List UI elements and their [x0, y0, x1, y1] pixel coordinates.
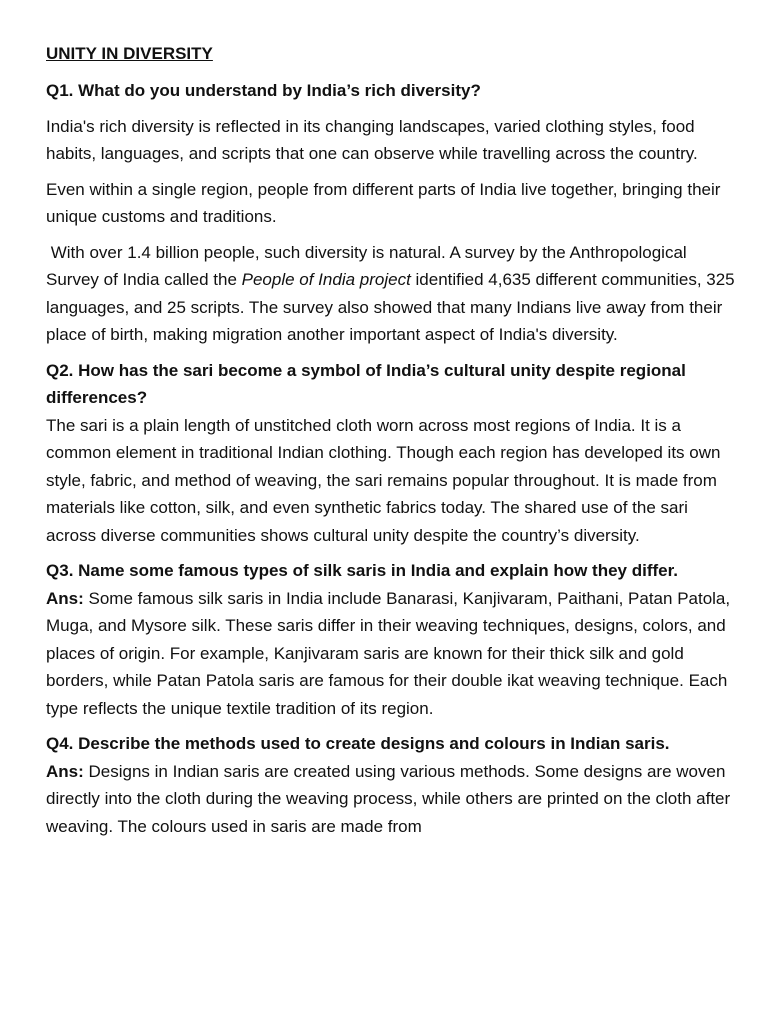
q1-paragraph-2: Even within a single region, people from different parts of India live together, bringing their unique customs and traditions. — [46, 179, 721, 226]
q3-answer-text: Some famous silk saris in India include Banarasi, Kanjivaram, Paithani, Patan Patola, Muga, and Mysore silk. These saris differ in their weaving techniques, designs, colors, and places of origin. For example, Kanjivaram saris are known for their thick silk and gold borders, while Patan Patola saris are famous for their double ikat weaving technique. Each type reflects the unique textile tradition of its region. — [46, 588, 731, 718]
q4-answer-text: Designs in Indian saris are created using various methods. Some designs are woven directly into the cloth during the weaving process, while others are printed on the cloth after weaving. The colours used in saris are made from — [46, 761, 731, 836]
q4-answer-label: Ans: — [46, 761, 84, 781]
q1-paragraph-3-text-b: identified 4,635 different communities, 325 languages, and 25 scripts. The survey also showed that many Indians live away from their place of birth, making migration another important aspect of India's diversity. — [46, 270, 740, 344]
q1-paragraph-3-italic: People of India project — [241, 270, 411, 289]
q1-paragraph-3 — [46, 239, 740, 349]
q2-answer: The sari is a plain length of unstitched cloth worn across most regions of India. It is a common element in traditional Indian clothing. Though each region has developed its own style, fabric, and method of weaving, the sari remains popular throughout. It is made from materials like cotton, silk, and even synthetic fabrics today. The shared use of the sari across diverse communities shows cultural unity despite the country’s diversity. — [46, 415, 726, 545]
question-4: Q4. Describe the methods used to create designs and colours in Indian saris. — [46, 734, 670, 753]
q1-paragraph-1: India's rich diversity is reflected in its changing landscapes, varied clothing styles, food habits, languages, and scripts that one can observe while travelling across the country. — [46, 116, 698, 163]
page-title: UNITY IN DIVERSITY — [46, 44, 213, 63]
q1-paragraph-3-text-a: With over 1.4 billion people, such diversity is natural. A survey by the Anthropological Survey of India called the — [46, 242, 692, 289]
question-3-label: Q3 — [46, 561, 69, 580]
question-2: Q2. How has the sari become a symbol of India’s cultural unity despite regional differences? — [46, 360, 686, 407]
q4-answer — [46, 758, 736, 841]
question-3 — [46, 557, 736, 585]
q3-answer — [46, 585, 736, 723]
question-3-text: . Name some famous types of silk saris in India and explain how they differ. — [68, 561, 679, 580]
q3-answer-label: Ans: — [46, 588, 84, 608]
question-1: Q1. What do you understand by India’s rich diversity? — [46, 81, 481, 100]
document-page — [46, 40, 740, 848]
